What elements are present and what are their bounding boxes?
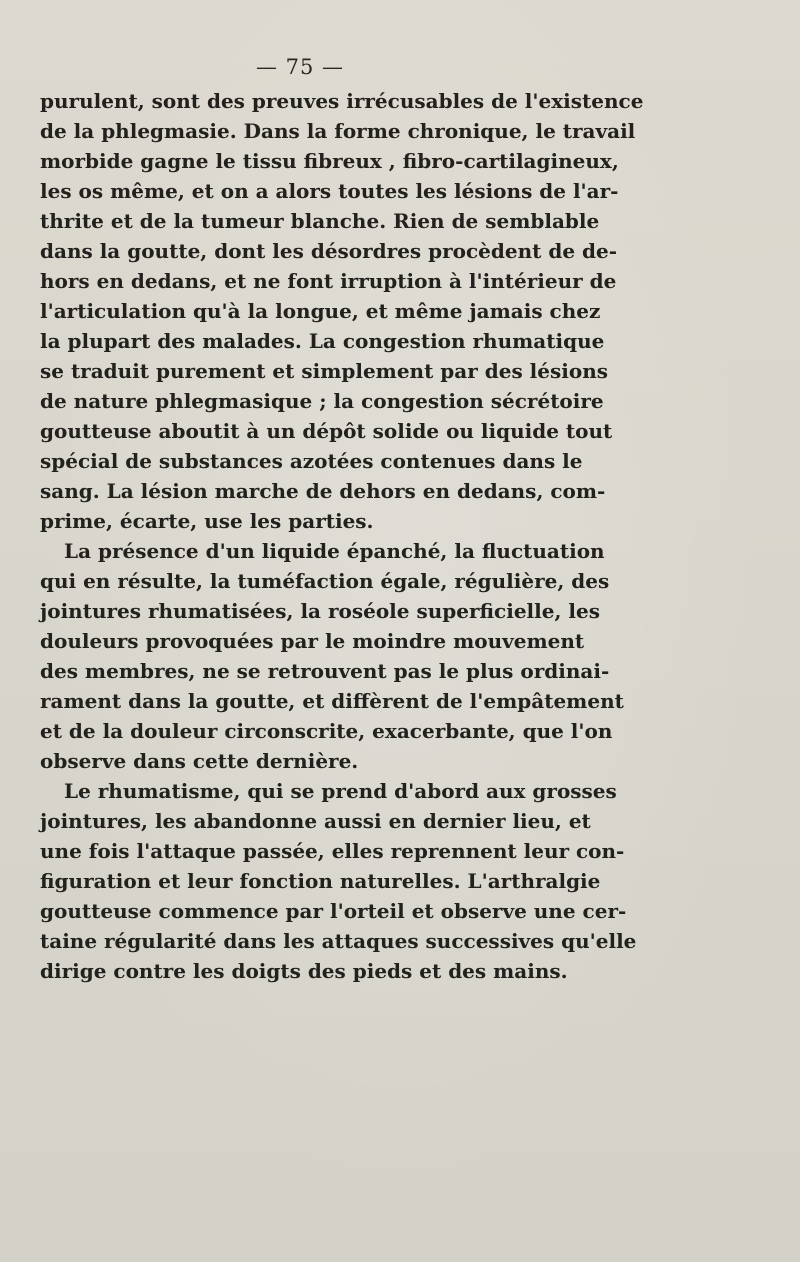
text-line: taine régularité dans les attaques successives qu'elle (40, 929, 637, 953)
text-line: goutteuse aboutit à un dépôt solide ou liquide tout (40, 419, 613, 443)
text-line: dirige contre les doigts des pieds et des mains. (40, 959, 568, 983)
text-line: figuration et leur fonction naturelles. L'arthralgie (40, 869, 601, 893)
text-line: goutteuse commence par l'orteil et observe une cer- (40, 899, 627, 923)
text-line: dans la goutte, dont les désordres procèdent de de- (40, 239, 618, 263)
text-line: observe dans cette dernière. (40, 749, 359, 773)
body-text (40, 86, 644, 986)
text-line: jointures, les abandonne aussi en dernier lieu, et (40, 809, 591, 833)
text-line: hors en dedans, et ne font irruption à l'intérieur de (40, 269, 617, 293)
text-line: la plupart des malades. La congestion rhumatique (40, 329, 605, 353)
text-line: La présence d'un liquide épanché, la fluctuation (64, 539, 605, 563)
text-line: une fois l'attaque passée, elles reprennent leur con- (40, 839, 625, 863)
text-line: thrite et de la tumeur blanche. Rien de semblable (40, 209, 600, 233)
text-line: jointures rhumatisées, la roséole superficielle, les (40, 599, 600, 623)
text-line: Le rhumatisme, qui se prend d'abord aux grosses (64, 779, 617, 803)
text-line: rament dans la goutte, et diffèrent de l'empâtement (40, 689, 624, 713)
text-line: sang. La lésion marche de dehors en dedans, com- (40, 479, 606, 503)
paragraph-3 (40, 776, 637, 986)
text-line: les os même, et on a alors toutes les lésions de l'ar- (40, 179, 619, 203)
text-line: des membres, ne se retrouvent pas le plus ordinai- (40, 659, 610, 683)
paragraph-1 (40, 86, 644, 536)
text-line: l'articulation qu'à la longue, et même jamais chez (40, 299, 601, 323)
text-line: qui en résulte, la tuméfaction égale, régulière, des (40, 569, 610, 593)
text-line: douleurs provoquées par le moindre mouvement (40, 629, 585, 653)
text-line: se traduit purement et simplement par des lésions (40, 359, 608, 383)
page-number: — 75 — (255, 55, 345, 79)
text-line: spécial de substances azotées contenues dans le (40, 449, 583, 473)
text-line: de nature phlegmasique ; la congestion sécrétoire (40, 389, 604, 413)
text-line: et de la douleur circonscrite, exacerbante, que l'on (40, 719, 613, 743)
paragraph-2 (40, 536, 624, 776)
text-line: de la phlegmasie. Dans la forme chronique, le travail (40, 119, 636, 143)
text-line: purulent, sont des preuves irrécusables de l'existence (40, 89, 644, 113)
text-line: prime, écarte, use les parties. (40, 509, 374, 533)
text-line: morbide gagne le tissu fibreux , fibro-cartilagineux, (40, 149, 619, 173)
